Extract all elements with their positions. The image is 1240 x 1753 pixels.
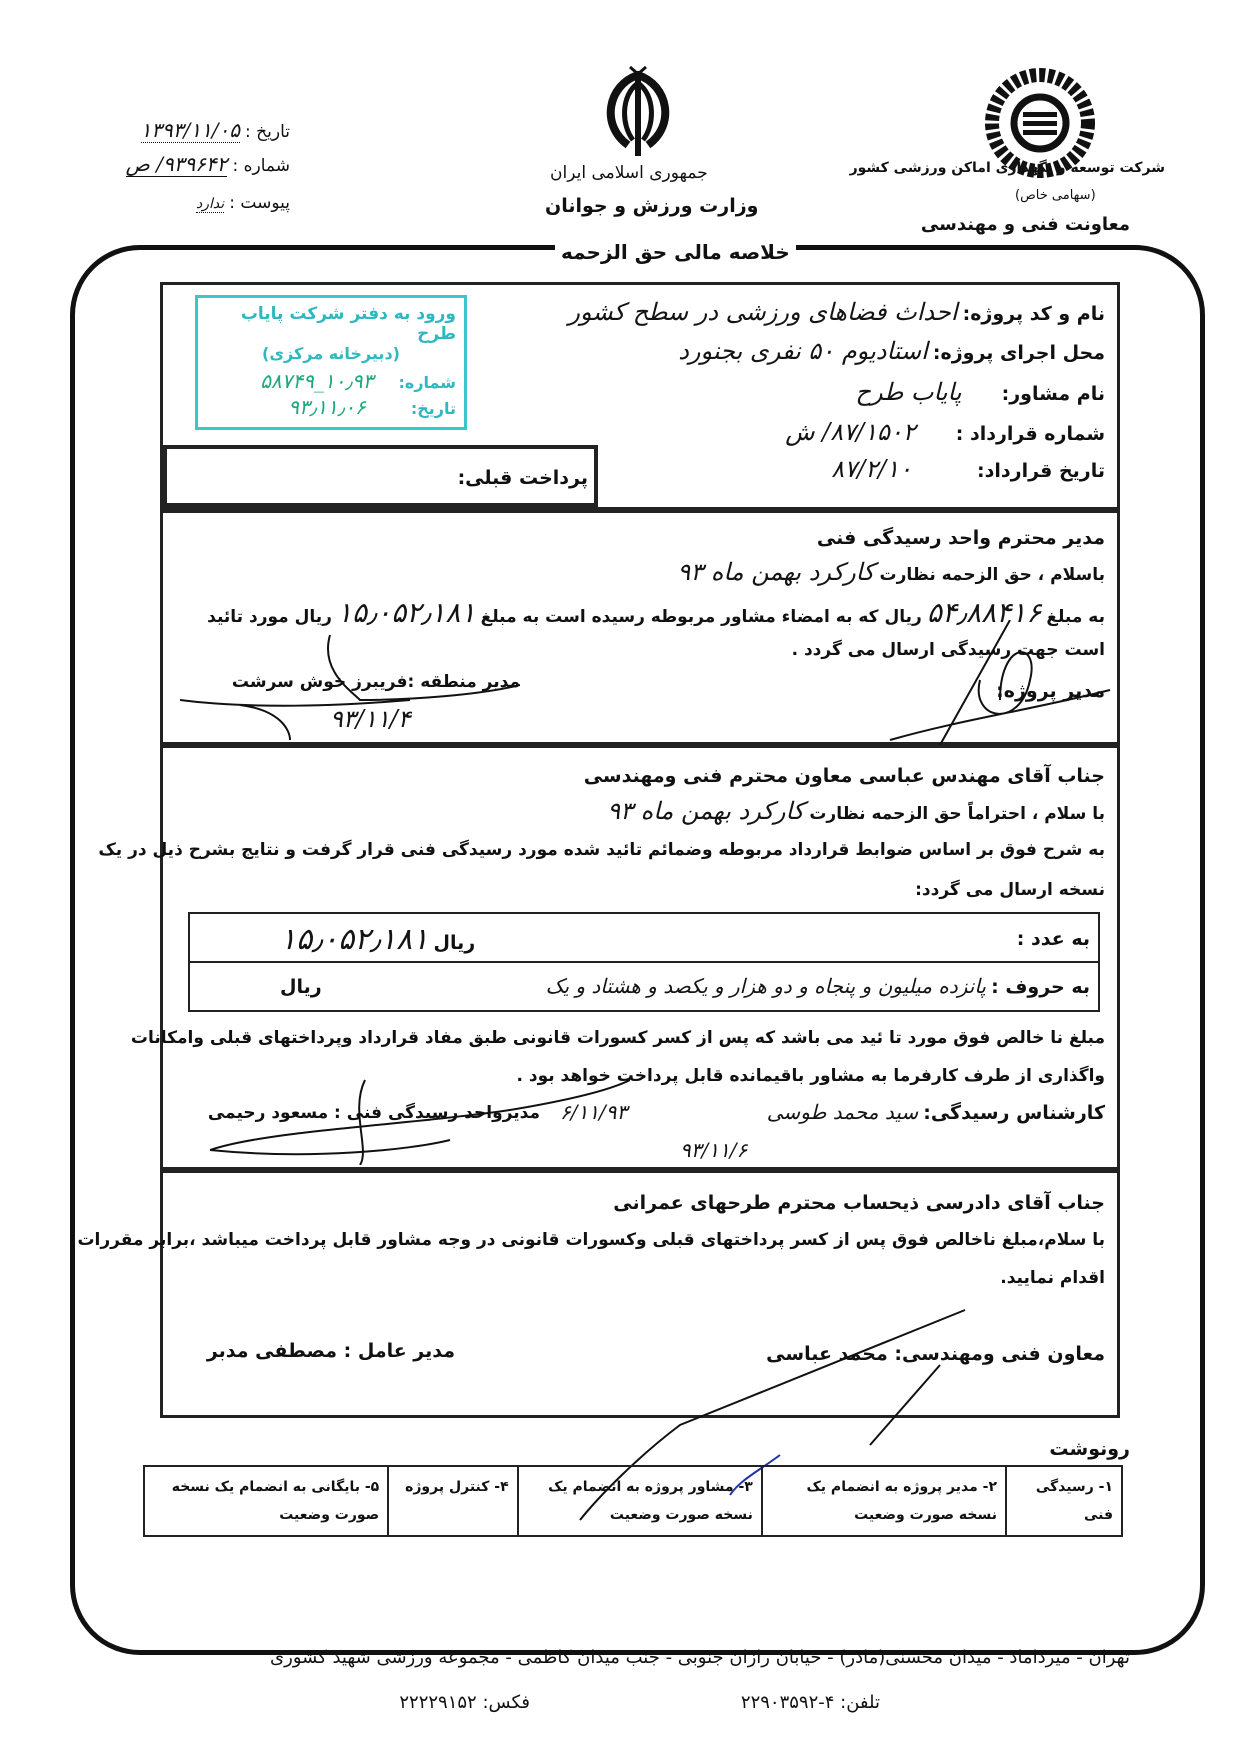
reviewer-row: [767, 1100, 1105, 1124]
company-type: (سهامی خاص): [1015, 188, 1096, 203]
section2-para2: واگذاری از طرف کارفرما به مشاور باقیمانده قابل پرداخت خواهد بود .: [516, 1066, 1105, 1086]
amount-words-label: به حروف :: [991, 976, 1090, 998]
project-manager-label: مدیر پروژه:: [996, 680, 1105, 702]
number-value: ۹۳۹۶۴۲/ ص: [125, 152, 228, 176]
contract-number-row: [785, 418, 1105, 446]
number-field: [126, 152, 290, 176]
copy-item: ۲- مدیر پروژه به انضمام یک نسخه صورت وضعیت: [762, 1466, 1006, 1536]
project-name-label: نام و کد پروژه:: [962, 303, 1105, 325]
consultant-row: [855, 378, 1105, 406]
receipt-stamp: [195, 295, 467, 430]
country-name: جمهوری اسلامی ایران: [550, 163, 708, 183]
regional-manager-date: ۹۳/۱۱/۴: [330, 705, 411, 733]
date-value: ۱۳۹۳/۱۱/۰۵: [140, 118, 240, 142]
stamp-date-value: ۹۳٫۱۱٫۰۶: [288, 395, 366, 419]
section1-line1: [677, 558, 1105, 586]
stamp-date: [198, 395, 456, 419]
currency-label: ریال: [433, 932, 476, 954]
deputy-signatory: معاون فنی ومهندسی: محمد عباسی: [766, 1343, 1105, 1365]
footer-address: تهران - میرداماد - میدان محسنی(مادر) - خیابان رازان جنوبی - جنب میدان کاظمی - مجموعه ورزشی شهید کشوری: [270, 1647, 1130, 1668]
section1-line3: است جهت رسیدگی ارسال می گردد .: [791, 640, 1105, 660]
section2-line1: [607, 797, 1105, 825]
signature-project-manager-icon: [880, 620, 1120, 745]
section2-line1-text: با سلام ، احتراماً حق الزحمه نظارت: [809, 804, 1105, 824]
consultant-value: پایاب طرح: [855, 378, 962, 406]
attachment-value: ندارد: [196, 196, 225, 212]
date-label: تاریخ :: [245, 122, 290, 142]
company-name: شرکت توسعه و نگهداری اماکن ورزشی کشور: [849, 160, 1165, 176]
copy-item: ۵- بایگانی به انضمام یک نسخه صورت وضعیت: [144, 1466, 388, 1536]
consultant-amount: ۵۴٫۸۸۴۱۶: [926, 596, 1042, 629]
amount-table: [188, 912, 1100, 1012]
stamp-number: [198, 369, 456, 393]
section3-heading: جناب آقای دادرسی ذیحساب محترم طرحهای عمرانی: [613, 1192, 1105, 1214]
previous-payment-label: پرداخت قبلی:: [457, 467, 588, 489]
section1-period: کارکرد بهمن ماه ۹۳: [677, 558, 875, 586]
section3-line1: با سلام،مبلغ ناخالص فوق پس از کسر پرداختهای قبلی وکسورات قانونی در وجه مشاور قابل پرداخت میباشد ،برابر مقررات: [77, 1230, 1105, 1250]
previous-payment-box: [163, 445, 598, 507]
consultant-label: نام مشاور:: [1001, 383, 1105, 405]
copy-item: ۳- مشاور پروژه به انضمام یک نسخه صورت وضعیت: [518, 1466, 762, 1536]
unit-manager: مدیرواحد رسیدگی فنی : مسعود رحیمی: [207, 1103, 540, 1123]
section2-heading: جناب آقای مهندس عباسی معاون محترم فنی ومهندسی: [583, 765, 1105, 787]
amount-digits-value: ۱۵٫۰۵۲٫۱۸۱: [280, 922, 429, 957]
section3-line2: اقدام نمایید.: [1000, 1268, 1105, 1288]
section2-period: کارکرد بهمن ماه ۹۳: [607, 797, 805, 825]
ceo-signatory: مدیر عامل : مصطفی مدبر: [206, 1340, 455, 1362]
document-title: خلاصه مالی حق الزحمه: [555, 240, 796, 264]
copy-item: ۱- رسیدگی فنی: [1006, 1466, 1122, 1536]
footer-phone: تلفن: ۴-۲۲۹۰۳۵۹۲: [740, 1692, 880, 1713]
amount-words-value: پانزده میلیون و پنجاه و دو هزار و یکصد و هشتاد و یک: [545, 974, 987, 998]
signature-unit-manager-icon: [207, 1070, 630, 1165]
contract-date-row: [831, 455, 1105, 483]
contract-date-label: تاریخ قرارداد:: [977, 460, 1105, 482]
section1-amount-suffix: ریال مورد تائید: [207, 607, 332, 627]
copies-table: [143, 1465, 1123, 1537]
contract-number-label: شماره قرارداد :: [955, 423, 1105, 445]
project-name-value: احداث فضاهای ورزشی در سطح کشور: [568, 298, 958, 326]
amount-digits-label: به عدد :: [1016, 928, 1090, 950]
project-location-label: محل اجرای پروژه:: [932, 342, 1105, 364]
project-name-row: [568, 298, 1105, 326]
currency-label: ریال: [280, 976, 322, 998]
unit-manager-date: ۶/۱۱/۹۳: [560, 1100, 628, 1124]
ministry-name: وزارت ورزش و جوانان: [545, 195, 759, 217]
stamp-number-value: ۱۰٫۹۳_۵۸۷۴۹: [260, 369, 374, 393]
stamp-line1: ورود به دفتر شرکت پایاب طرح: [240, 304, 456, 344]
reviewer-date: ۹۳/۱۱/۶: [680, 1138, 748, 1162]
section2-para1: مبلغ نا خالص فوق مورد تا ئید می باشد که پس از کسر کسورات قانونی طبق مفاد قرارداد وپرداختهای قبلی وامکانات: [130, 1028, 1105, 1048]
approved-amount: ۱۵٫۰۵۲٫۱۸۱: [336, 596, 476, 629]
section2-line3: نسخه ارسال می گردد:: [915, 880, 1105, 900]
footer-fax: فکس: ۲۲۲۲۹۱۵۲: [399, 1692, 530, 1713]
department: معاونت فنی و مهندسی: [920, 214, 1130, 235]
project-location-value: استادیوم ۵۰ نفری بجنورد: [678, 337, 928, 365]
section2-line2: به شرح فوق بر اساس ضوابط قرارداد مربوطه وضمائم تائید شده مورد رسیدگی فنی قرار گرفت و نتایج بشرح ذیل در یک: [98, 840, 1105, 860]
reviewer-label: کارشناس رسیدگی:: [923, 1102, 1105, 1124]
date-field: [141, 118, 290, 142]
contract-date-value: ۸۷/۲/۱۰: [831, 455, 912, 483]
contract-number-value: ۸۷/۱۵۰۲/ ش: [785, 418, 916, 446]
stamp-number-label: شماره:: [398, 373, 456, 392]
number-label: شماره :: [232, 156, 290, 176]
regional-manager: مدیر منطقه :فریبرز خوش سرشت: [231, 672, 520, 692]
reviewer-value: سید محمد طوسی: [766, 1100, 919, 1124]
section1-amount-text: ریال که به امضاء مشاور مربوطه رسیده است به مبلغ: [480, 607, 922, 627]
amount-words-row: [546, 974, 1090, 998]
stamp-date-label: تاریخ:: [410, 399, 456, 418]
project-location-row: [678, 337, 1105, 365]
iran-emblem-icon: [588, 65, 688, 160]
signature-regional-manager-icon: [180, 630, 520, 740]
section1-line1-text: باسلام ، حق الزحمه نظارت: [879, 565, 1105, 585]
attachment-field: [196, 193, 290, 213]
section1-amount-prefix: به مبلغ: [1046, 607, 1105, 627]
copy-item: ۴- کنترل پروژه: [388, 1466, 517, 1536]
amount-digits-row: [280, 922, 475, 957]
attachment-label: پیوست :: [229, 193, 290, 213]
copies-label: رونوشت: [1049, 1438, 1130, 1460]
stamp-line2: (دبیرخانه مرکزی): [262, 344, 400, 363]
section1-heading: مدیر محترم واحد رسیدگی فنی: [816, 527, 1105, 549]
